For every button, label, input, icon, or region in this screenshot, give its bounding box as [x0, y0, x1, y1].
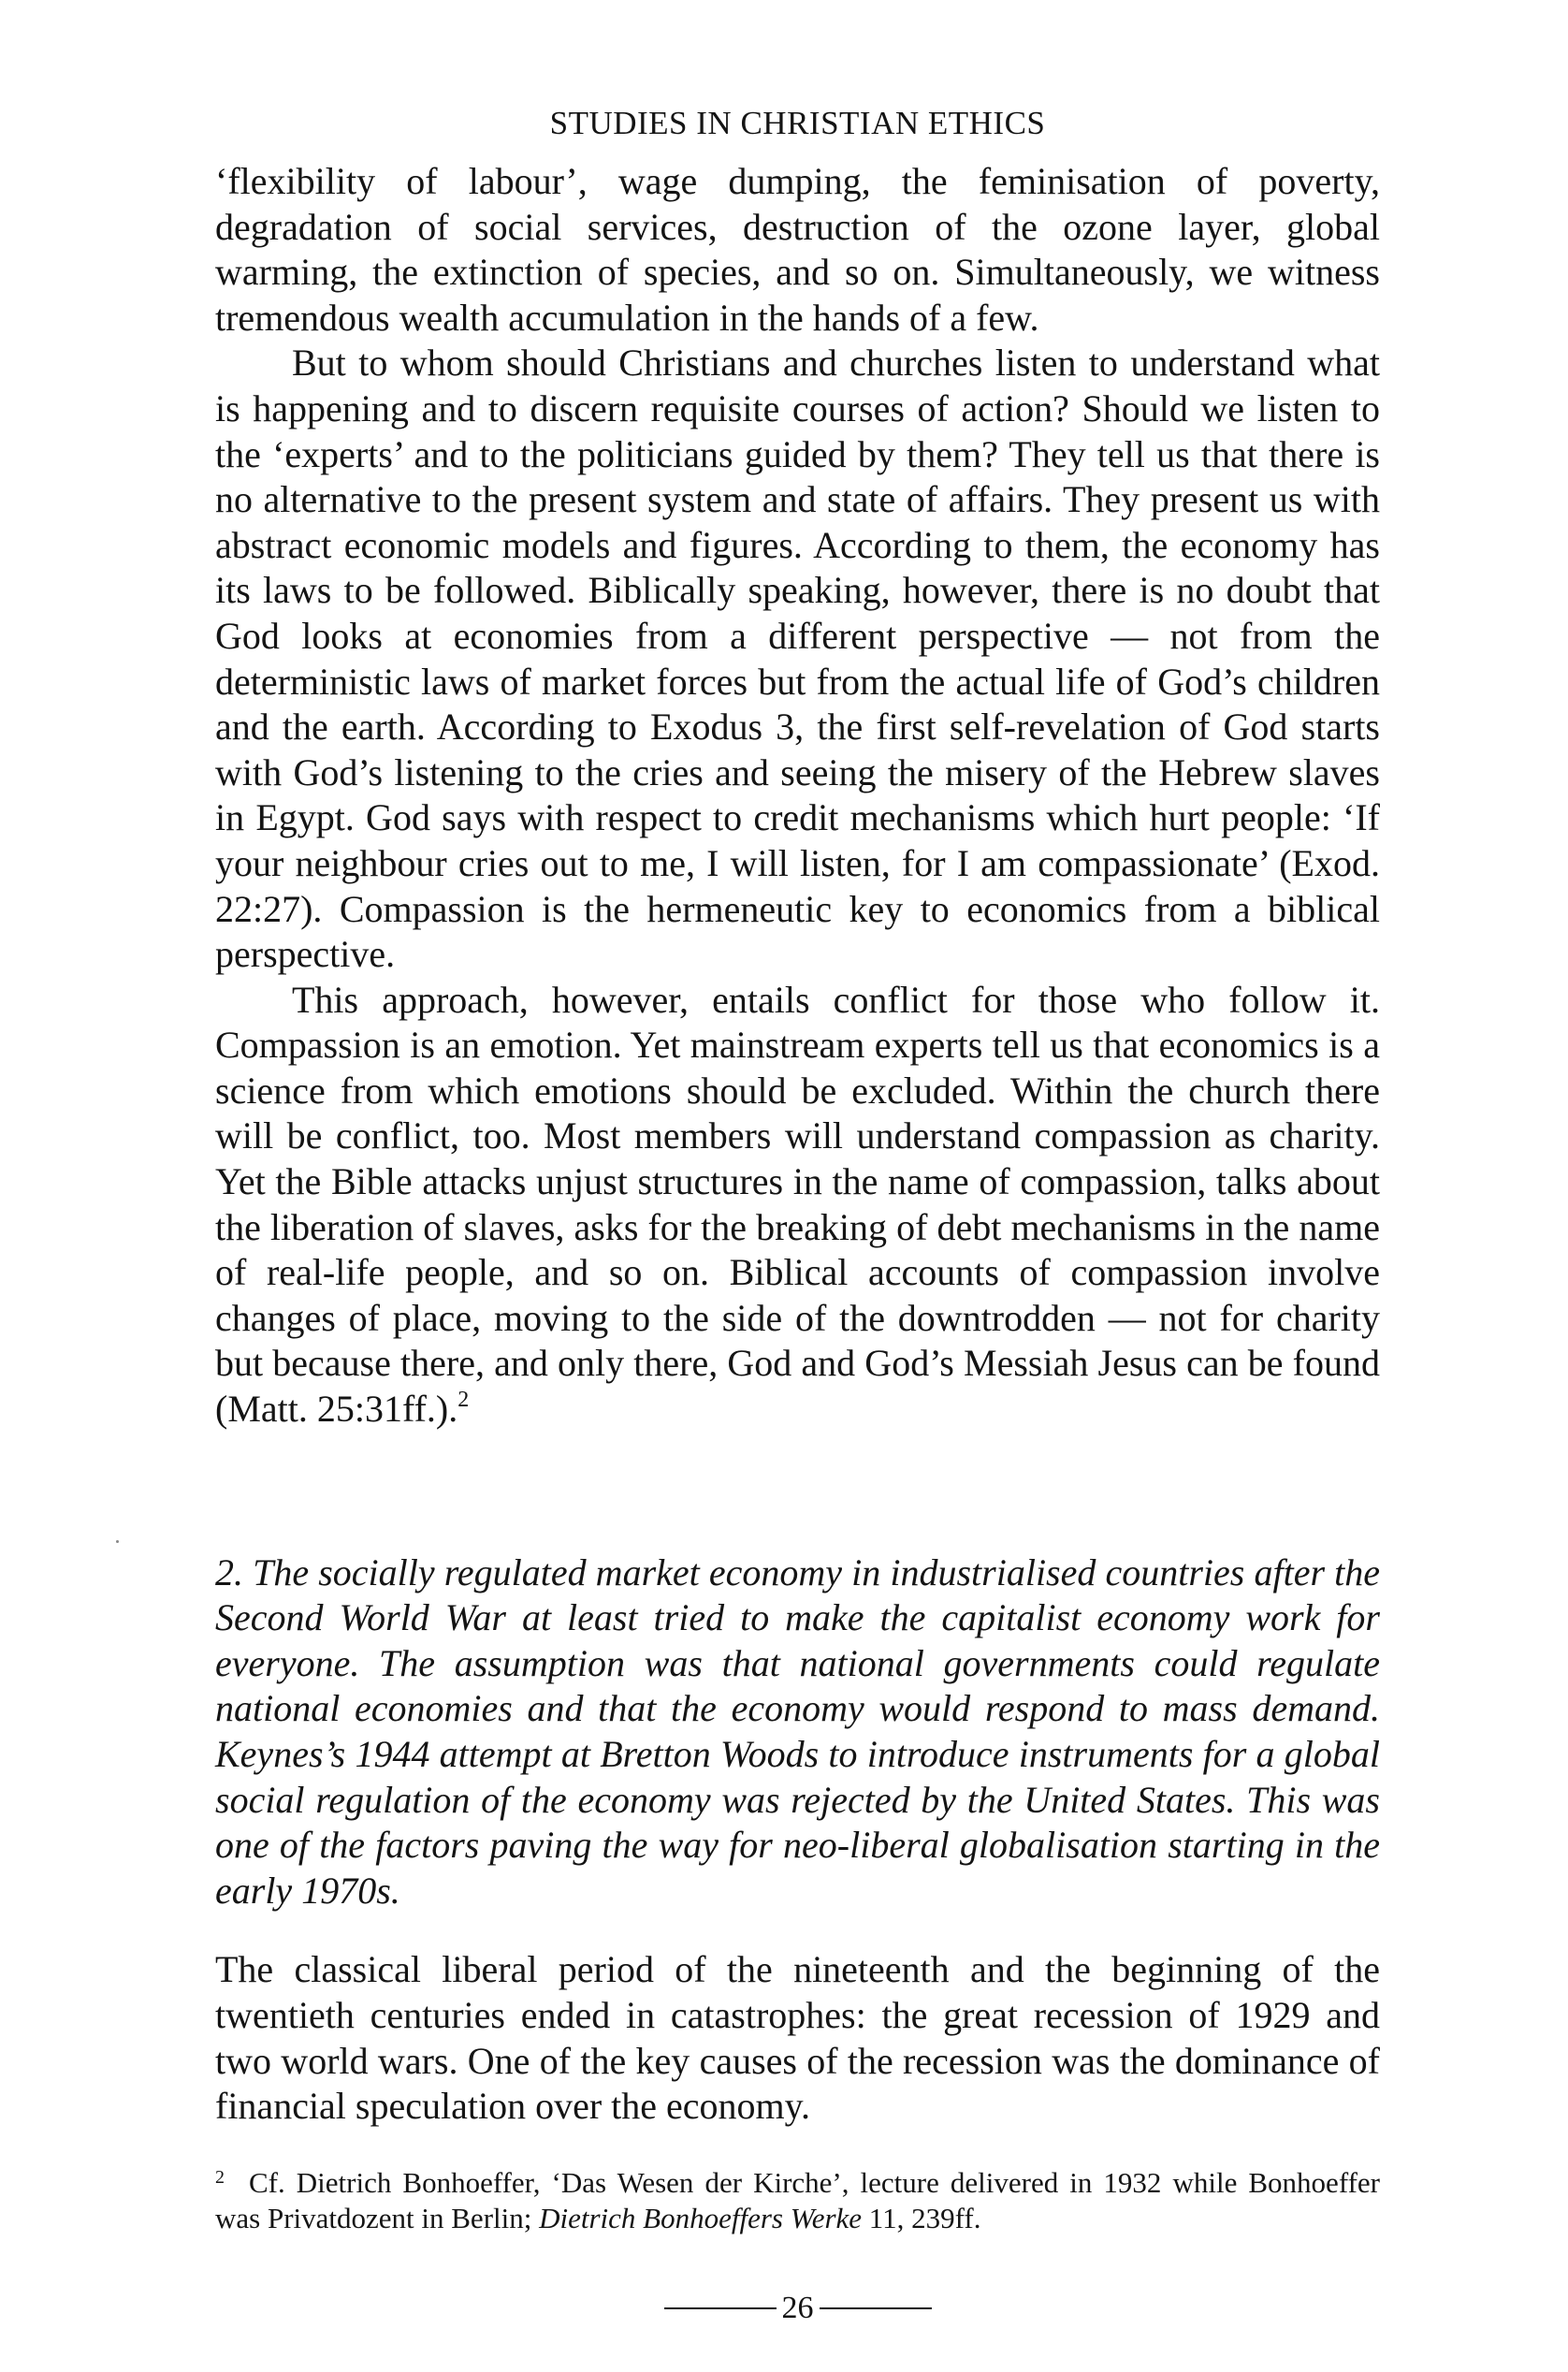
- footnote-number: 2: [215, 2166, 225, 2188]
- thesis-2: 2. The socially regulated market economy in industrialised countries after the Second World War at least tried to make the capitalist economy work for everyone. The assumption was that national governments could regulate national economies and that the economy would respond to mass demand. Keynes’s 1944 attempt at Bretton Woods to introduce instruments for a global social regulation of the economy was rejected by the United States. This was one of the factors paving the way for neo-liberal globalisation starting in the early 1970s.: [215, 1550, 1380, 1912]
- paragraph-1: ‘flexibility of labour’, wage dumping, the feminisation of poverty, degradation of social services, destruction of the ozone layer, global warming, the extinction of species, and so on. Simultaneously, we witness tremendous wealth accumulation in the hands of a few.: [215, 160, 1380, 339]
- stray-mark: [116, 1540, 119, 1543]
- paragraph-3: [215, 978, 1380, 1433]
- page: [215, 103, 1380, 2326]
- running-head: STUDIES IN CHRISTIAN ETHICS: [549, 105, 1046, 141]
- footnote-text-before: Cf. Dietrich Bonhoeffer, ‘Das Wesen der Kirche’, lecture delivered in 1932 while Bonhoeffer was Privatdozent in Berlin;: [215, 2165, 1380, 2234]
- footnote-title: Dietrich Bonhoeffers Werke: [539, 2201, 863, 2234]
- footnote-reference: 2: [457, 1388, 470, 1413]
- paragraph-4: The classical liberal period of the nineteenth and the beginning of the twentieth centuries ended in catastrophes: the great recession of 1929 and two world wars. One of the key causes of the recession was the dominance of financial speculation over the economy.: [215, 1948, 1380, 2128]
- paragraph-2: But to whom should Christians and churches listen to understand what is happening and to discern requisite courses of action? Should we listen to the ‘experts’ and to the politicians guided by them? They tell us that there is no alternative to the present system and state of affairs. They present us with abstract economic models and figures. According to them, the economy has its laws to be followed. Biblically speaking, however, there is no doubt that God looks at economies from a different perspective — not from the deterministic laws of market forces but from the actual life of God’s children and the earth. According to Exodus 3, the first self-revelation of God starts with God’s listening to the cries and seeing the misery of the Hebrew slaves in Egypt. God says with respect to credit mechanisms which hurt people: ‘If your neighbour cries out to me, I will listen, for I am compassionate’ (Exod. 22:27). Compassion is the hermeneutic key to economics from a biblical perspective.: [215, 342, 1380, 976]
- page-number: 26: [781, 2290, 814, 2325]
- folio-rule-right: [820, 2307, 932, 2309]
- footnote: [215, 2165, 1380, 2236]
- footnote-text-after: 11, 239ff.: [862, 2201, 981, 2234]
- page-folio: [215, 2291, 1380, 2326]
- paragraph-3-text: This approach, however, entails conflict for those who follow it. Compassion is an emotion. Yet mainstream experts tell us that economics is a science from which emotions should be excluded. Within the church there will be conflict, too. Most members will understand compassion as charity. Yet the Bible attacks unjust structures in the name of compassion, talks about the liberation of slaves, asks for the breaking of debt mechanisms in the name of real-life people, and so on. Biblical accounts of compassion involve changes of place, moving to the side of the downtrodden — not for charity but because there, and only there, God and God’s Messiah Jesus can be found (Matt. 25:31ff.).: [215, 978, 1380, 1431]
- folio-rule-left: [664, 2307, 777, 2309]
